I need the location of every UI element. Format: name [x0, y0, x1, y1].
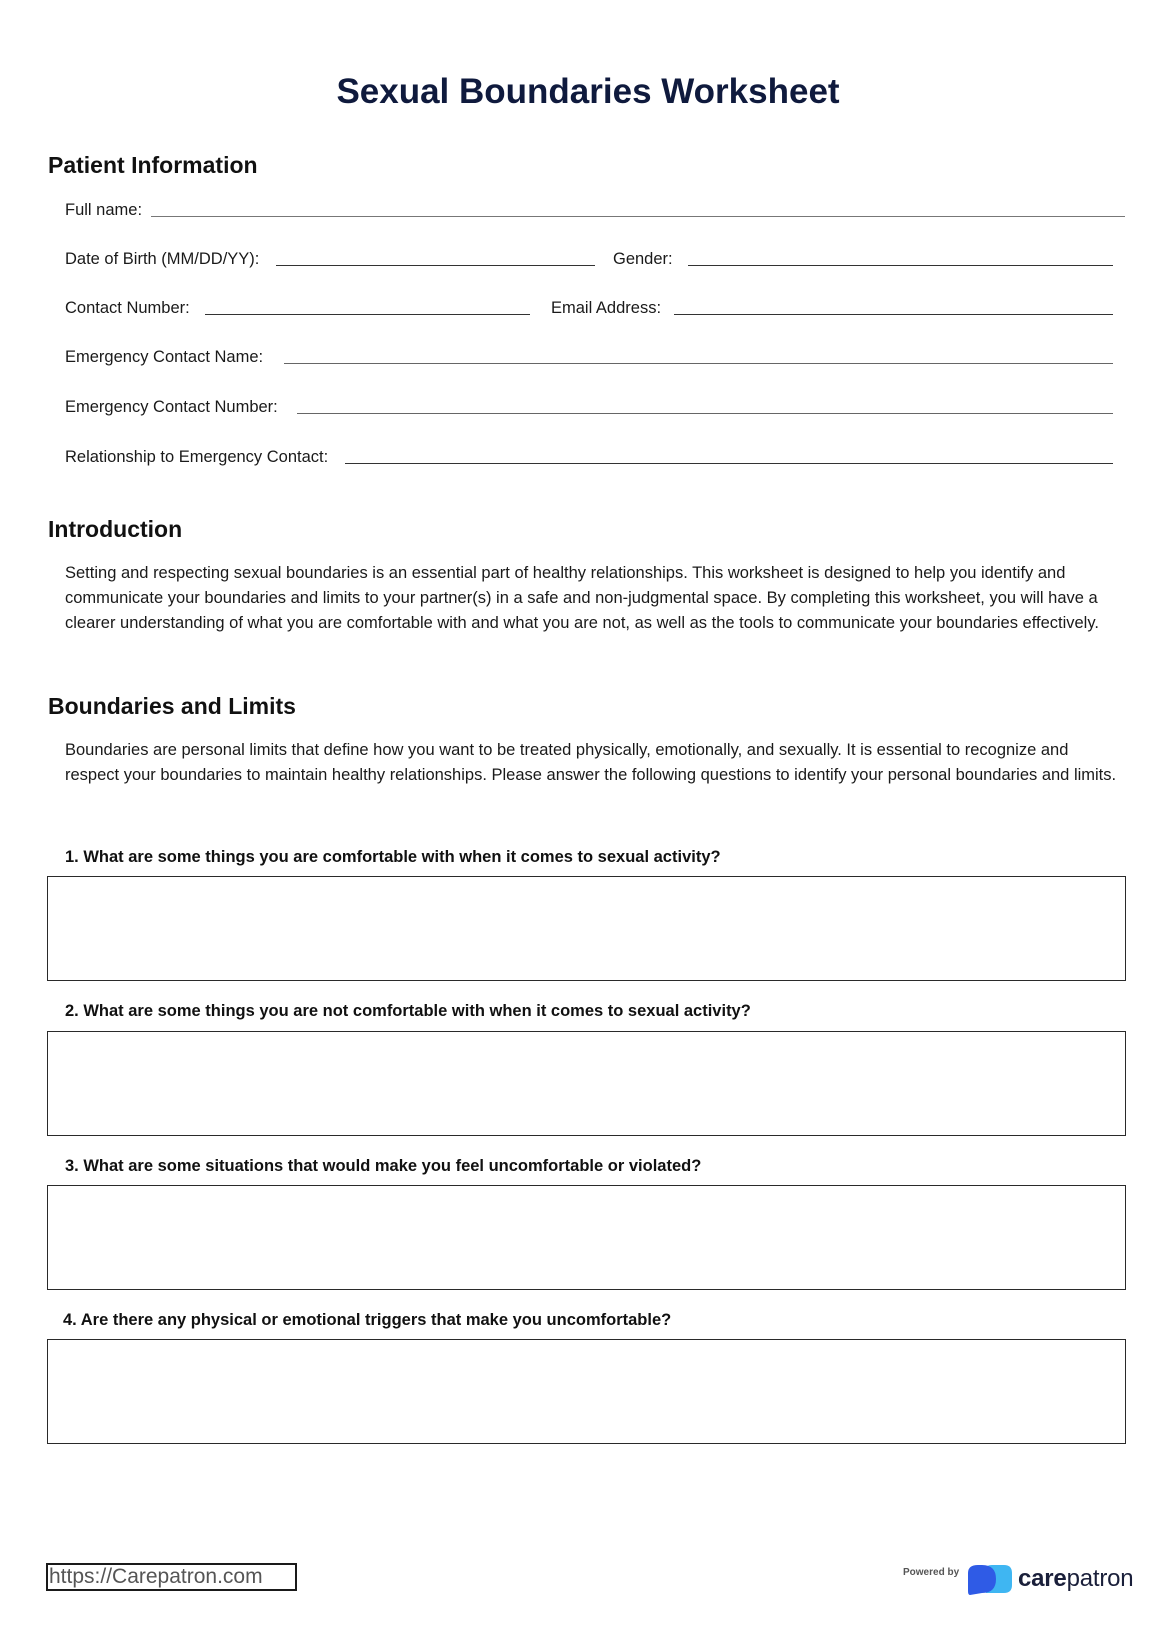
emergency-contact-name-label: Emergency Contact Name: [65, 348, 264, 366]
gender-input[interactable] [688, 265, 1113, 266]
date-of-birth-field [65, 245, 595, 269]
contact-number-field [65, 294, 530, 318]
answer-box-2[interactable] [47, 1031, 1126, 1136]
emergency-contact-name-input[interactable] [284, 363, 1113, 364]
emergency-contact-name-field [65, 343, 1113, 367]
relationship-label: Relationship to Emergency Contact: [65, 448, 329, 466]
question-4: 4. Are there any physical or emotional triggers that make you uncomfortable? [63, 1311, 672, 1329]
boundaries-heading: Boundaries and Limits [48, 693, 296, 719]
full-name-input[interactable] [151, 216, 1125, 217]
introduction-text: Setting and respecting sexual boundaries is an essential part of healthy relationships. This worksheet is designed to help you identify and communicate your boundaries and limits to your partner(s) in a safe and non-judgmental space. By completing this worksheet, you will have a clearer understanding of what you are comfortable with and what you are not, as well as the tools to communicate your boundaries effectively. [65, 564, 1099, 632]
question-3: 3. What are some situations that would make you feel uncomfortable or violated? [65, 1157, 702, 1175]
emergency-contact-number-field [65, 393, 1113, 417]
emergency-contact-number-input[interactable] [297, 413, 1113, 414]
logo-text-regular: patron [1066, 1565, 1134, 1592]
gender-label: Gender: [613, 250, 673, 268]
carepatron-logo-icon [966, 1563, 1014, 1595]
boundaries-text: Boundaries are personal limits that define how you want to be treated physically, emotionally, and sexually. It is essential to recognize and respect your boundaries to maintain healthy relationships. Please answer the following questions to identify your personal boundaries and limits. [65, 741, 1117, 784]
relationship-field [65, 443, 1113, 467]
full-name-field [65, 196, 1125, 220]
emergency-contact-number-label: Emergency Contact Number: [65, 398, 278, 416]
contact-number-label: Contact Number: [65, 299, 190, 317]
email-address-label: Email Address: [551, 299, 662, 317]
date-of-birth-label: Date of Birth (MM/DD/YY): [65, 250, 260, 268]
date-of-birth-input[interactable] [276, 265, 595, 266]
answer-box-3[interactable] [47, 1185, 1126, 1290]
question-2: 2. What are some things you are not comfortable with when it comes to sexual activity? [65, 1002, 751, 1020]
document-title: Sexual Boundaries Worksheet [336, 72, 840, 111]
carepatron-link[interactable]: https://Carepatron.com [46, 1563, 297, 1591]
answer-box-4[interactable] [47, 1339, 1126, 1444]
email-address-input[interactable] [674, 314, 1113, 315]
full-name-label: Full name: [65, 201, 143, 219]
email-address-field [551, 294, 1113, 318]
gender-field [613, 245, 1113, 269]
patient-information-heading: Patient Information [48, 152, 258, 178]
relationship-input[interactable] [345, 463, 1113, 464]
introduction-heading: Introduction [48, 516, 183, 542]
powered-by-label: Powered by [903, 1567, 960, 1578]
logo-text-bold: care [1018, 1565, 1067, 1592]
answer-box-1[interactable] [47, 876, 1126, 981]
question-1: 1. What are some things you are comfortable with when it comes to sexual activity? [65, 848, 721, 866]
carepatron-logo-text [1018, 1565, 1133, 1593]
contact-number-input[interactable] [205, 314, 530, 315]
